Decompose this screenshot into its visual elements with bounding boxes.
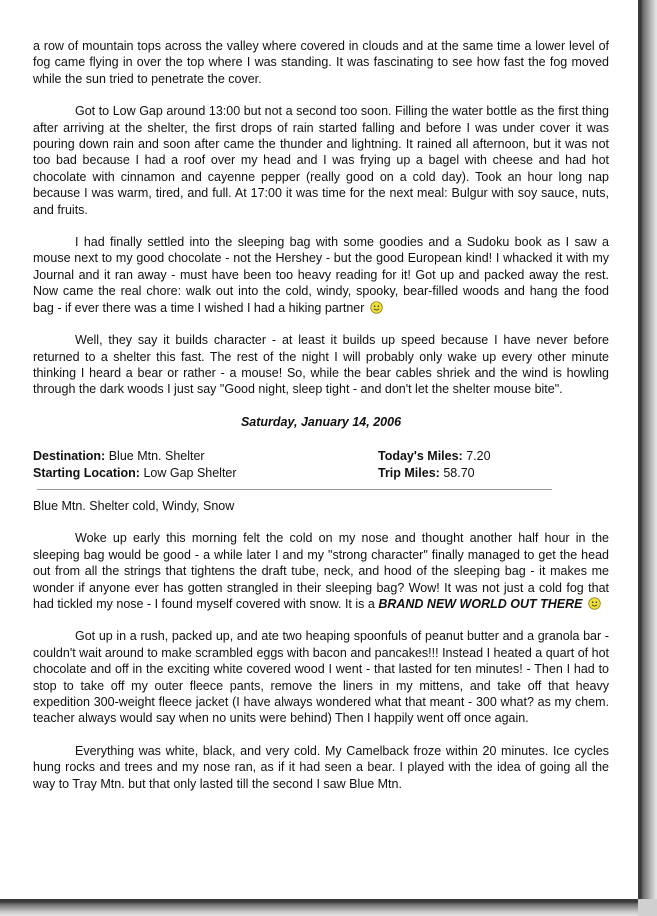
destination-label: Destination: bbox=[33, 449, 106, 464]
paragraph-low-gap: Got to Low Gap around 13:00 but not a second too soon. Filling the water bottle as the first thing after arriving at the shelter, the first drops of rain started falling and before I was under cover it was pouring down rain and soon after came the thunder and lightning. It rained all afternoon, but it was not too bad because I had a roof over my head and I was frying up a bagel with cheese and had hot chocolate with cinnamon and cayenne pepper (really good on a cold day). Took an hour long nap because I was warm, tired, and full. At 17:00 it was time for the next meal: Bulgur with soy sauce, nuts, and fruits. bbox=[33, 104, 609, 217]
todays-miles-value: 7.20 bbox=[466, 449, 491, 464]
destination-value: Blue Mtn. Shelter bbox=[108, 449, 205, 464]
paragraph-character: Well, they say it builds character - at least it builds up speed because I have never before returned to a shelter this fast. The rest of the night I will probably only wake up every other minute thinking I heard a bear or rather - a mouse! So, while the bear cables shriek and the wind is howling through the dark woods I just say "Good night, sleep tight - and don't let the shelter mouse bite". bbox=[33, 333, 609, 397]
paragraph-mouse-text: I had finally settled into the sleeping bag with some goodies and a Sudoku book as I saw a mouse next to my good chocolate - not the Hershey - but the good European kind! I whacked it with my Journal and it ran away - must have been too heavy reading for it! Got up and packed away the rest. Now came the real chore: walk out into the cold, windy, spooky, bear-filled woods and hang the food bag - if ever there was a time I wished I had a hiking partner bbox=[33, 235, 609, 315]
paragraph-woke-up-text: Woke up early this morning felt the cold on my nose and thought another half hour in the sleeping bag would be good - a while later I and my "strong character" finally managed to get the head out from all the strings that tightens the draft tube, neck, and hood of the sleeping bag - it makes me wonder if anyone ever has gotten strangled in their sleeping bag? Wow! It was not just a cold fog that had tickled my nose - I found myself covered with snow. It is a bbox=[33, 531, 609, 611]
paragraph-white: Everything was white, black, and very cold. My Camelback froze within 20 minutes. Ice cycles hung rocks and trees and my nose ran, as if it had seen a bear. I played with the idea of going all the way to Tray Mtn. but that only lasted till the second I saw Blue Mtn. bbox=[33, 743, 609, 791]
trip-stats-right bbox=[378, 448, 609, 481]
smiley-face-icon bbox=[588, 597, 601, 610]
paragraph-mouse bbox=[33, 234, 609, 316]
paragraph-woke-up bbox=[33, 530, 609, 612]
journal-content bbox=[33, 38, 609, 808]
brand-new-world-emphasis: BRAND NEW WORLD OUT THERE bbox=[378, 596, 583, 611]
paragraph-rush: Got up in a rush, packed up, and ate two heaping spoonfuls of peanut butter and a granola bar - couldn't wait around to make scrambled eggs with bacon and pancakes!!! Instead I heated a quart of hot chocolate and off in the exciting white covered wood I went - that lasted for ten minutes! - Then I had to stop to take off my outer fleece pants, remove the liners in my mittens, and take off that heavy expedition 300-weight fleece jacket (I have always wondered what that meant - 300 what? as my chem. teacher always would say when no units were behind) Then I happily went off once again. bbox=[33, 629, 609, 726]
start-location-row bbox=[33, 465, 378, 481]
page-shadow-corner bbox=[638, 899, 657, 916]
start-location-value: Low Gap Shelter bbox=[143, 465, 237, 480]
todays-miles-label: Today's Miles: bbox=[378, 449, 463, 464]
todays-miles-row bbox=[378, 448, 609, 464]
section-divider bbox=[37, 489, 552, 490]
trip-miles-row bbox=[378, 465, 609, 481]
page-shadow-bottom bbox=[0, 899, 657, 916]
paragraph-intro: a row of mountain tops across the valley where covered in clouds and at the same time a lower level of fog came flying in over the top where I was standing. It was fascinating to see how fast the fog moved while the sun tried to penetrate the cover. bbox=[33, 39, 609, 86]
page-shadow-right bbox=[638, 0, 657, 916]
start-location-label: Starting Location: bbox=[33, 465, 140, 480]
entry-date-heading: Saturday, January 14, 2006 bbox=[240, 414, 402, 429]
trip-stats-left bbox=[33, 448, 378, 481]
smiley-face-icon bbox=[370, 301, 383, 314]
destination-row bbox=[33, 448, 378, 464]
weather-line: Blue Mtn. Shelter cold, Windy, Snow bbox=[33, 498, 235, 513]
trip-stats bbox=[33, 448, 609, 481]
trip-miles-label: Trip Miles: bbox=[378, 465, 440, 480]
trip-miles-value: 58.70 bbox=[443, 465, 475, 480]
